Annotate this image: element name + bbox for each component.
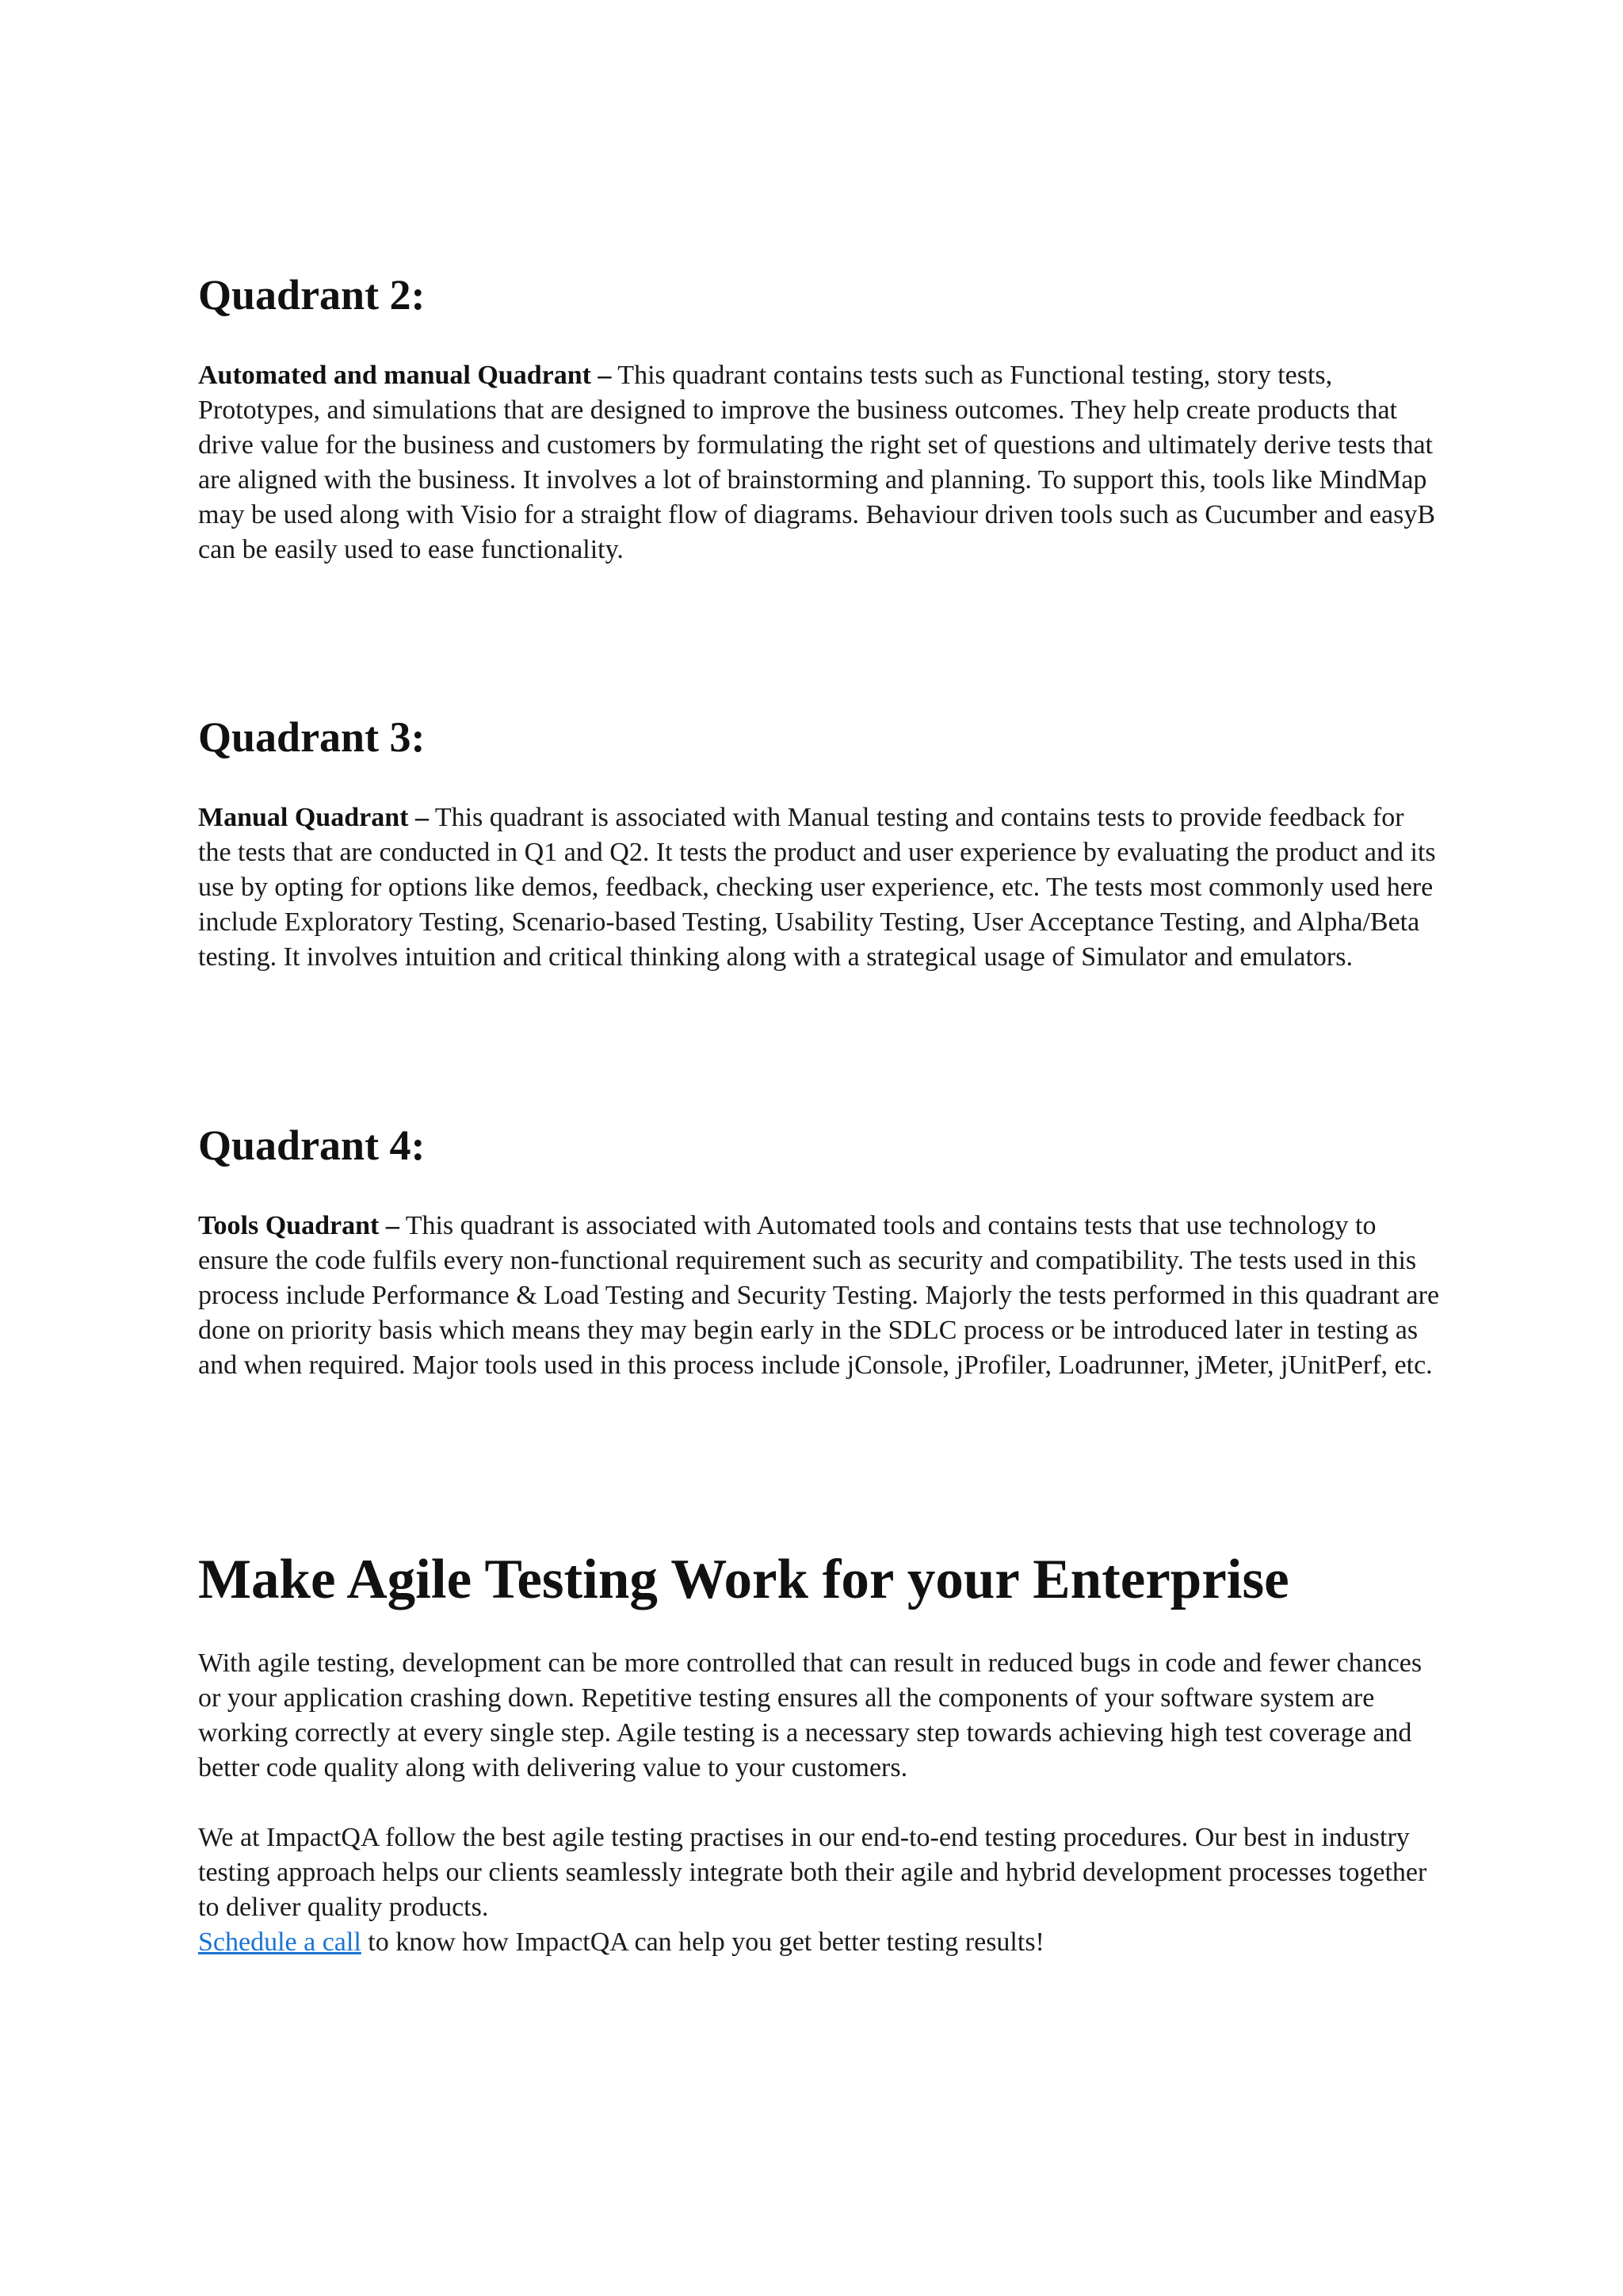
- quadrant-4-text: This quadrant is associated with Automated tools and contains tests that use technology to ensure the code fulfils every non-functional requirement such as security and compatibility. The tests used in this process include Performance & Load Testing and Security Testing. Majorly the tests performed in this quadrant are done on priority basis which means they may begin early in the SDLC process or be introduced later in testing as and when required. Major tools used in this process include jConsole, jProfiler, Loadrunner, jMeter, jUnitPerf, etc.: [198, 1211, 1440, 1380]
- quadrant-3-paragraph: [198, 800, 1442, 975]
- cta-text: to know how ImpactQA can help you get better testing results!: [361, 1927, 1044, 1957]
- quadrant-2-section: [198, 269, 1442, 564]
- quadrant-4-heading: Quadrant 4:: [198, 1121, 426, 1169]
- enterprise-cta-paragraph: [198, 1925, 1442, 1960]
- enterprise-paragraph-2: We at ImpactQA follow the best agile testing practises in our end-to-end testing procedures. Our best in industry testing approach helps our clients seamlessly integrate both their agile and hybrid development processes together to deliver quality products.: [198, 1823, 1427, 1922]
- quadrant-2-lead: Automated and manual Quadrant –: [198, 361, 612, 390]
- quadrant-4-lead: Tools Quadrant –: [198, 1211, 399, 1240]
- quadrant-3-text: This quadrant is associated with Manual testing and contains tests to provide feedback for the tests that are conducted in Q1 and Q2. It tests the product and user experience by evaluating the product and its use by opting for options like demos, feedback, checking user experience, etc. The tests most commonly used here include Exploratory Testing, Scenario-based Testing, Usability Testing, User Acceptance Testing, and Alpha/Beta testing. It involves intuition and critical thinking along with a strategical usage of Simulator and emulators.: [198, 803, 1436, 972]
- quadrant-3-section: [198, 712, 1442, 972]
- quadrant-2-paragraph: [198, 358, 1442, 567]
- quadrant-2-text: This quadrant contains tests such as Functional testing, story tests, Prototypes, and simulations that are designed to improve the business outcomes. They help create products that drive value for the business and customers by formulating the right set of questions and ultimately derive tests that are aligned with the business. It involves a lot of brainstorming and planning. To support this, tools like MindMap may be used along with Visio for a straight flow of diagrams. Behaviour driven tools such as Cucumber and easyB can be easily used to ease functionality.: [198, 361, 1436, 564]
- enterprise-paragraph-1: With agile testing, development can be more controlled that can result in reduced bugs in code and fewer chances or your application crashing down. Repetitive testing ensures all the components of your software system are working correctly at every single step. Agile testing is a necessary step towards achieving high test coverage and better code quality along with delivering value to your customers.: [198, 1648, 1423, 1782]
- quadrant-4-section: [198, 1120, 1442, 1380]
- quadrant-3-heading: Quadrant 3:: [198, 713, 426, 761]
- schedule-call-link[interactable]: Schedule a call: [198, 1927, 361, 1957]
- quadrant-2-heading: Quadrant 2:: [198, 271, 426, 319]
- quadrant-3-lead: Manual Quadrant –: [198, 803, 429, 832]
- enterprise-section: [198, 1546, 1442, 1957]
- enterprise-heading: Make Agile Testing Work for your Enterprise: [198, 1549, 1289, 1610]
- quadrant-4-paragraph: [198, 1209, 1442, 1383]
